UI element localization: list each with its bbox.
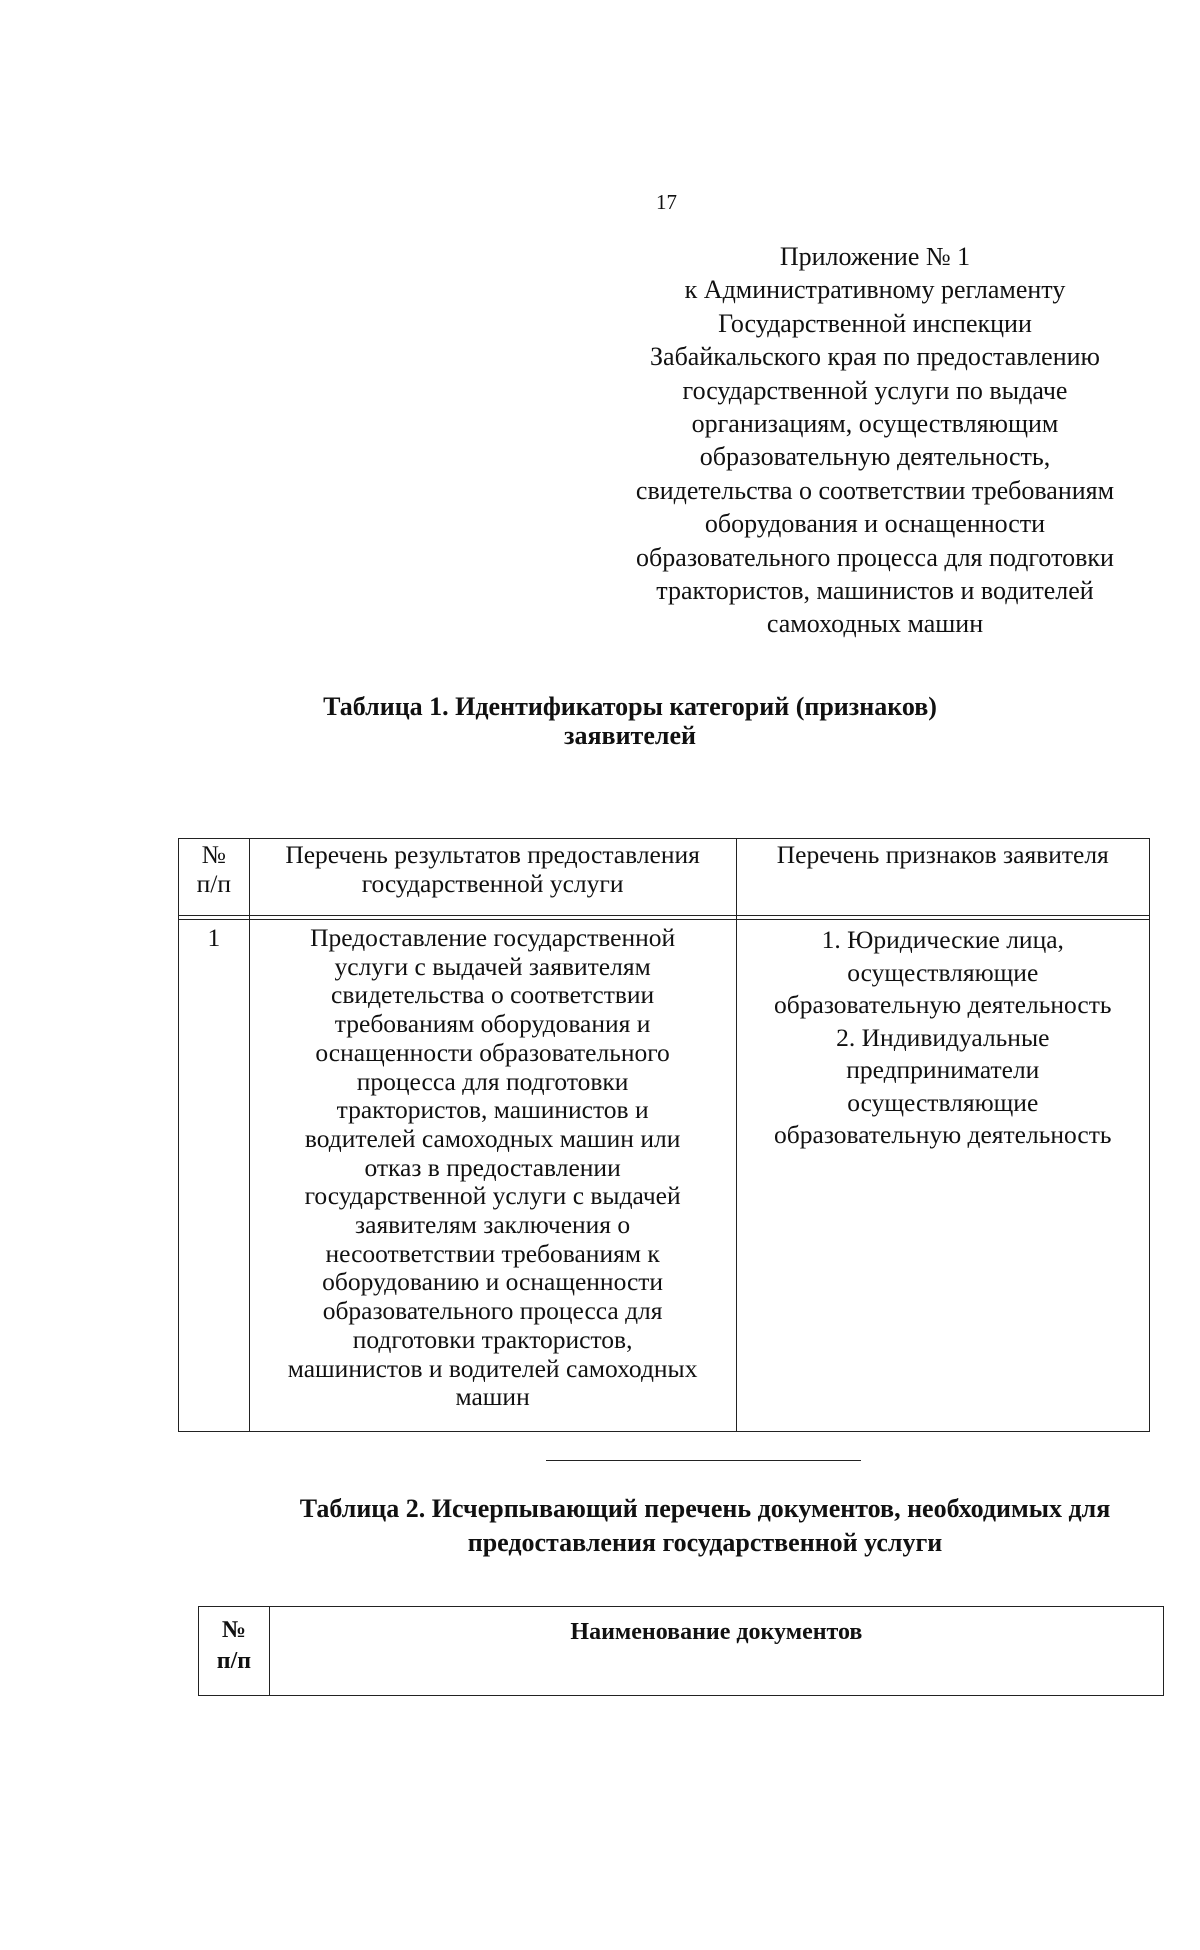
result-line: свидетельства о соответствии — [331, 980, 655, 1010]
row-num: 1 — [179, 920, 250, 1432]
header-num-label: п/п — [216, 1648, 252, 1674]
appendix-line: оборудования и оснащенности — [704, 509, 1046, 539]
result-line: образовательного процесса для — [322, 1296, 663, 1326]
appendix-line: государственной услуги по выдаче — [682, 375, 1068, 405]
result-line: заявителям заключения о — [355, 1210, 631, 1240]
result-line: подготовки трактористов, — [352, 1324, 633, 1354]
result-line: оснащенности образовательного — [315, 1037, 670, 1067]
sign-line: образовательную деятельность — [774, 990, 1112, 1019]
result-line: оборудованию и оснащенности — [322, 1267, 664, 1297]
header-num-label: п/п — [196, 868, 232, 898]
appendix-line: образовательную деятельность, — [699, 442, 1051, 472]
table1-title-line: заявителей — [564, 721, 696, 750]
table2-title-line: Таблица 2. Исчерпывающий перечень документов, необходимых для — [299, 1494, 1111, 1523]
appendix-line: организациям, осуществляющим — [691, 409, 1059, 439]
table1-title-line: Таблица 1. Идентификаторы категорий (признаков) — [323, 692, 937, 721]
table2-header-row — [199, 1607, 1164, 1696]
header-num-symbol: № — [221, 1617, 246, 1643]
table2-title — [230, 1492, 1180, 1560]
sign-line: образовательную деятельность — [774, 1120, 1112, 1149]
result-line: трактористов, машинистов и — [336, 1095, 649, 1125]
result-line: Предоставление государственной — [310, 923, 676, 952]
sign-line: предприниматели — [846, 1055, 1040, 1084]
sign-line: 1. Юридические лица, — [821, 925, 1064, 954]
result-line: несоответствии требованиям к — [325, 1238, 660, 1268]
appendix-line: самоходных машин — [766, 609, 984, 639]
separator-line — [546, 1460, 861, 1461]
appendix-line: Забайкальского края по предоставлению — [650, 342, 1100, 372]
result-line: требованиям оборудования и — [334, 1009, 651, 1039]
result-line: машин — [455, 1382, 530, 1412]
sign-line: осуществляющие — [847, 957, 1039, 987]
result-line: государственной услуги с выдачей — [304, 1181, 681, 1211]
header-results-line: государственной услуги — [361, 868, 624, 898]
appendix-line: Приложение № 1 — [779, 242, 971, 271]
table1-header-num — [179, 839, 250, 916]
table1-header-results — [249, 839, 736, 916]
table1-header-signs: Перечень признаков заявителя — [736, 839, 1149, 916]
result-line: процесса для подготовки — [356, 1066, 629, 1096]
table2-header-name: Наименование документов — [269, 1607, 1163, 1696]
sign-line: 2. Индивидуальные — [836, 1022, 1050, 1052]
table1-header-row — [179, 839, 1150, 916]
table2-documents — [198, 1606, 1164, 1696]
appendix-line: свидетельства о соответствии требованиям — [635, 475, 1115, 505]
table1-applicant-categories — [178, 838, 1150, 1432]
table2-title-line: предоставления государственной услуги — [467, 1528, 943, 1557]
appendix-header — [610, 240, 1140, 641]
page-number: 17 — [656, 190, 677, 214]
header-results-line: Перечень результатов предоставления — [285, 840, 700, 869]
appendix-line: Государственной инспекции — [718, 308, 1032, 338]
row-result — [249, 920, 736, 1432]
table1-title — [200, 692, 1060, 750]
table-row — [179, 920, 1150, 1432]
result-line: отказ в предоставлении — [364, 1152, 621, 1182]
appendix-line: к Административному регламенту — [684, 275, 1066, 305]
header-num-symbol: № — [201, 840, 226, 869]
result-line: машинистов и водителей самоходных — [287, 1353, 698, 1383]
appendix-line: трактористов, машинистов и водителей — [656, 576, 1094, 606]
result-line: водителей самоходных машин или — [304, 1123, 681, 1153]
row-signs — [736, 920, 1149, 1432]
result-line: услуги с выдачей заявителям — [334, 951, 651, 981]
appendix-line: образовательного процесса для подготовки — [636, 542, 1114, 572]
table2-header-num — [199, 1607, 270, 1696]
sign-line: осуществляющие — [847, 1087, 1039, 1117]
